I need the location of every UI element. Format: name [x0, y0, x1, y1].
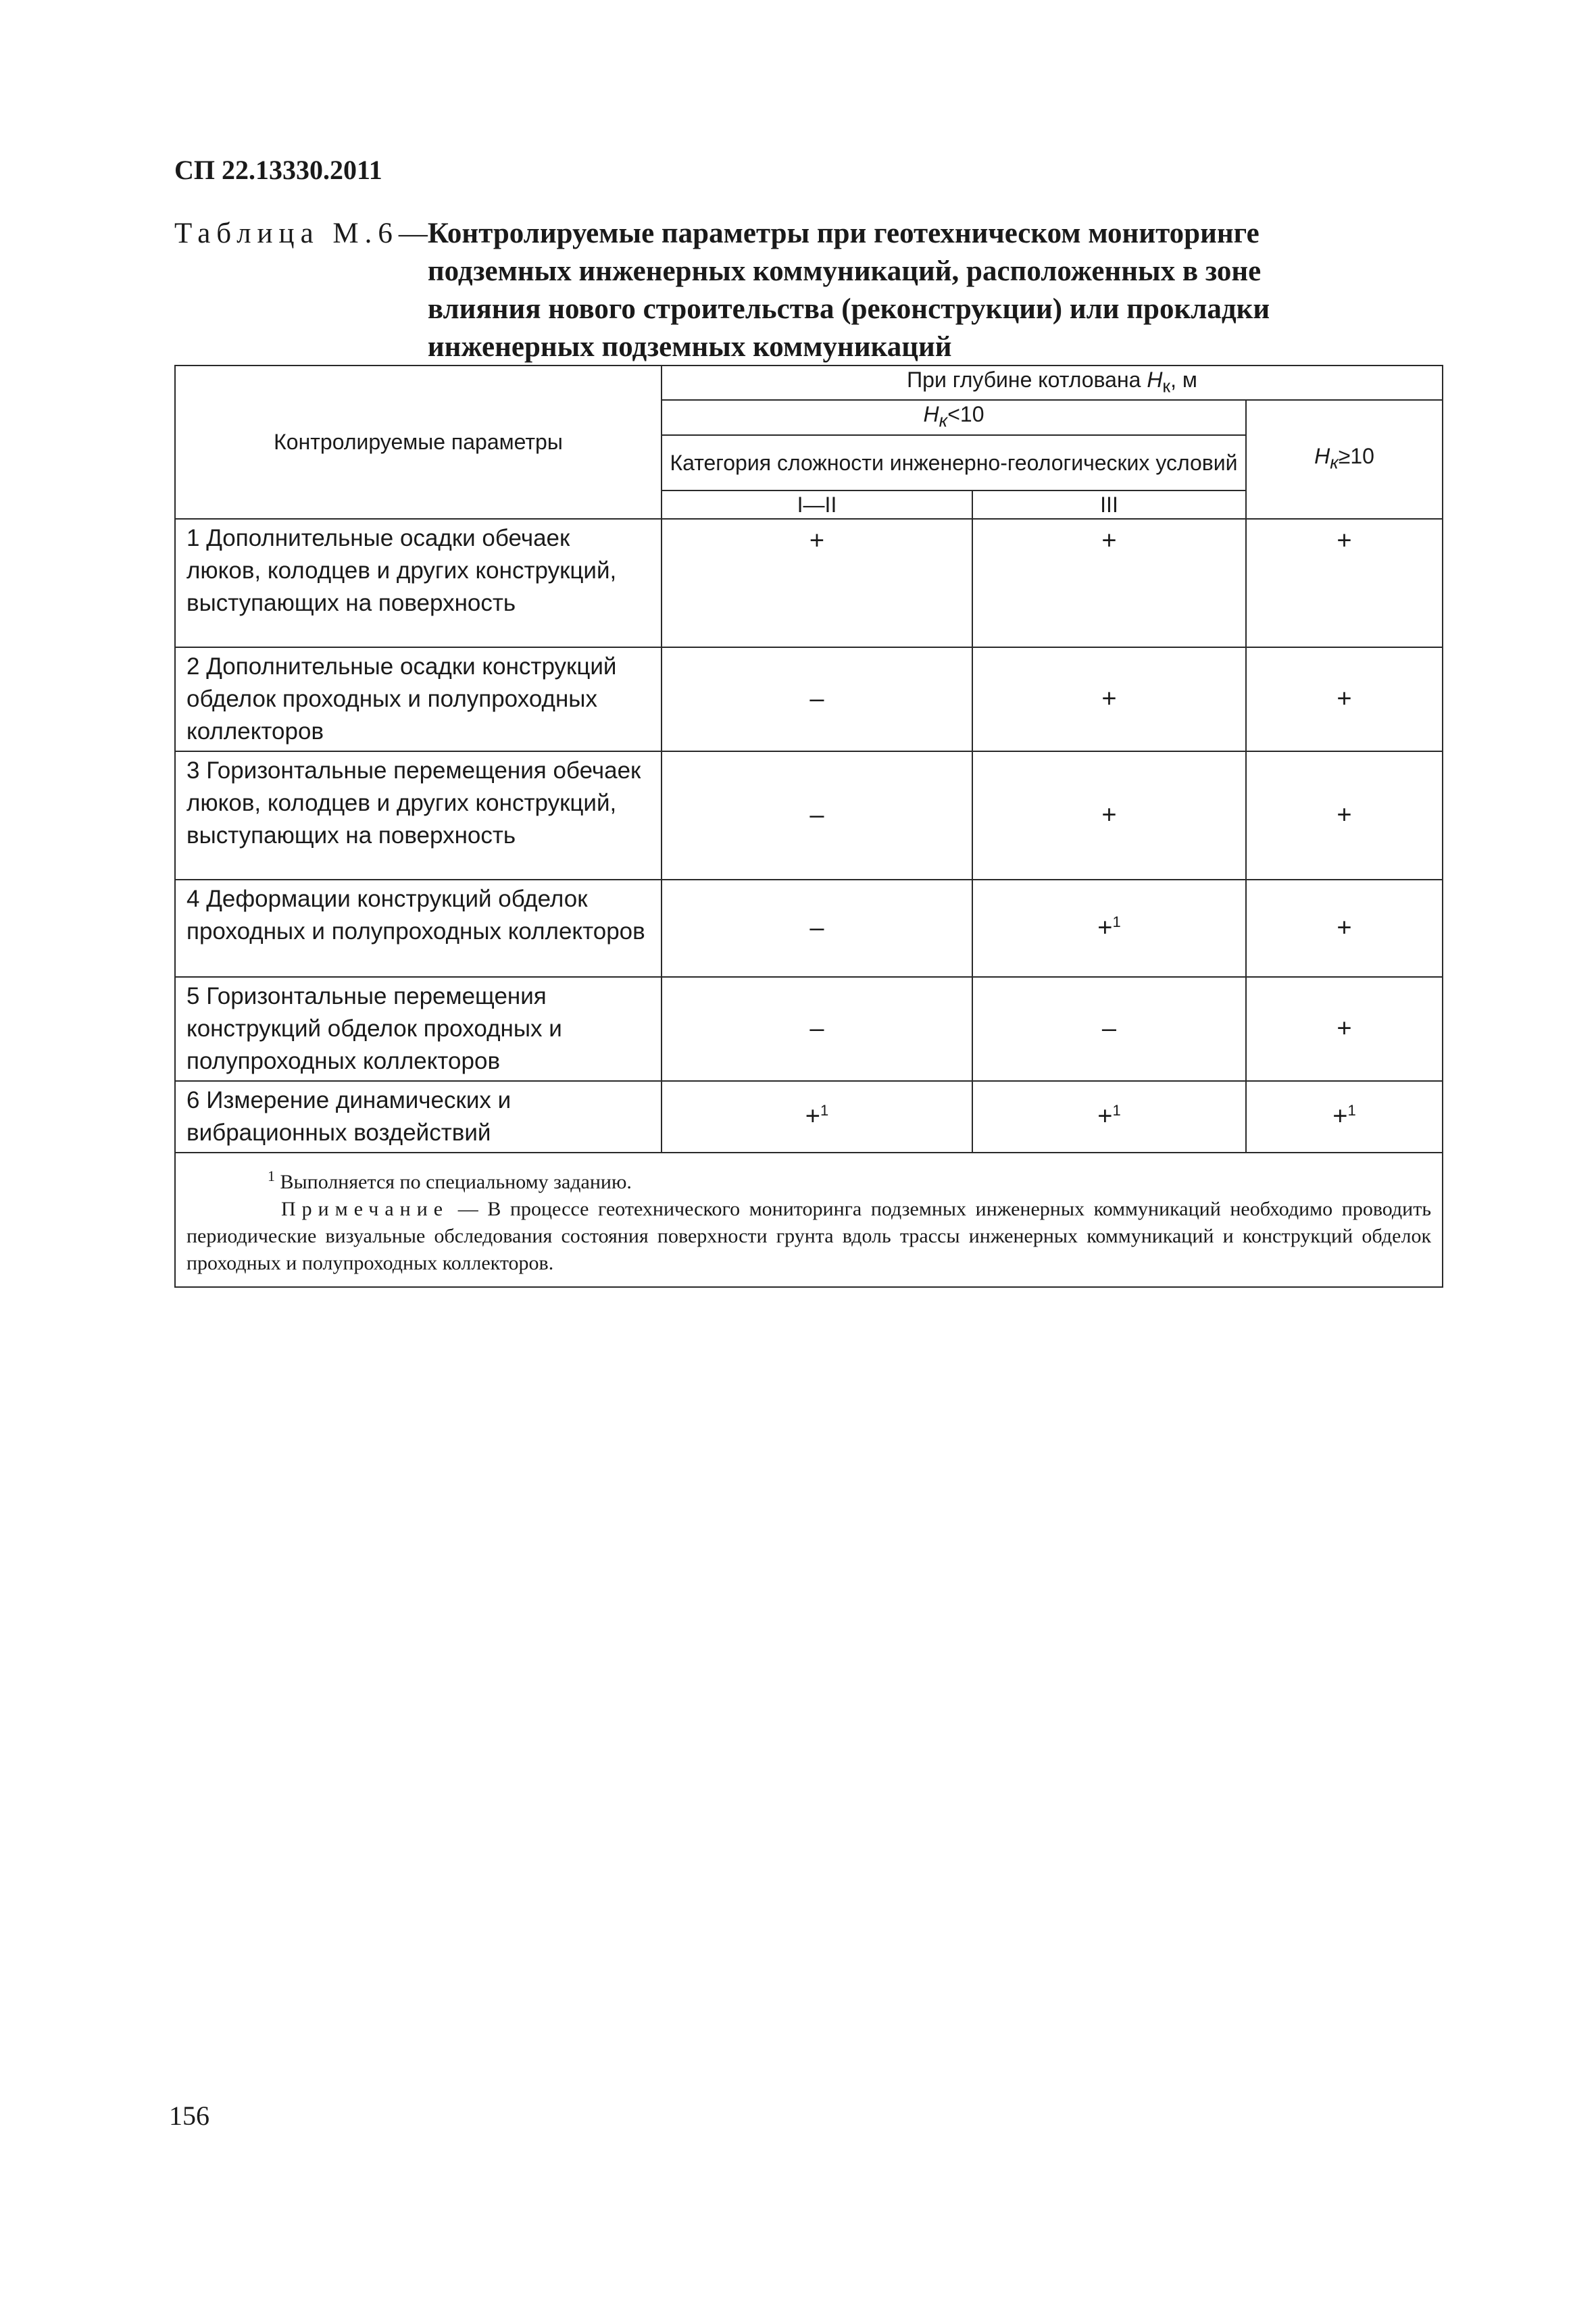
cell-category-1-2: –	[662, 647, 972, 751]
header-complexity-category: Категория сложности инженерно-геологических условий	[662, 435, 1246, 491]
table-caption	[174, 215, 1458, 366]
table-caption-label: Таблица М.6—	[174, 218, 428, 249]
row-parameter: 5 Горизонтальные перемещения конструкций обделок проходных и полупроходных коллекторов	[175, 977, 662, 1081]
cell-hk-ge-10: +	[1246, 977, 1443, 1081]
row-parameter: 4 Деформации конструкций обделок проходных и полупроходных коллекторов	[175, 880, 662, 977]
table-row	[175, 880, 1443, 977]
cell-category-3: +$^1$	[972, 880, 1246, 977]
cell-hk-ge-10: +	[1246, 519, 1443, 647]
parameters-table	[174, 365, 1443, 1288]
table-note: Примечание — В процессе геотехнического мониторинга подземных инженерных коммуникаций необходимо проводить периодические визуальные обследования состояния поверхности грунта вдоль трассы инженерных коммуникаций и конструкций обделок проходных и полупроходных коллекторов.	[186, 1197, 1432, 1274]
cell-category-1-2: –	[662, 880, 972, 977]
cell-hk-ge-10: +	[1246, 647, 1443, 751]
header-hk-less-10: $H_к<10$	[662, 400, 1246, 434]
cell-hk-ge-10: +	[1246, 880, 1443, 977]
table-row	[175, 751, 1443, 880]
header-category-3: III	[972, 491, 1246, 519]
cell-hk-ge-10: +	[1246, 751, 1443, 880]
cell-category-3: +	[972, 519, 1246, 647]
row-parameter: 1 Дополнительные осадки обечаек люков, колодцев и других конструкций, выступающих на поверхность	[175, 519, 662, 647]
header-hk-ge-10: $H_к\ge 10$	[1246, 400, 1443, 518]
cell-category-1-2: –	[662, 751, 972, 880]
footnote: $^1$ Выполняется по специальному заданию.	[268, 1167, 632, 1193]
document-code: СП 22.13330.2011	[174, 155, 382, 185]
cell-category-1-2: +	[662, 519, 972, 647]
cell-category-3: +	[972, 751, 1246, 880]
row-parameter: 3 Горизонтальные перемещения обечаек люков, колодцев и других конструкций, выступающих на поверхность	[175, 751, 662, 880]
cell-category-1-2: +$^1$	[662, 1081, 972, 1153]
cell-category-3: +	[972, 647, 1246, 751]
cell-hk-ge-10: +$^1$	[1246, 1081, 1443, 1153]
header-excavation-depth: При глубине котлована $H_к$, м	[662, 366, 1443, 400]
table-row	[175, 647, 1443, 751]
cell-category-3: +$^1$	[972, 1081, 1246, 1153]
cell-category-3: –	[972, 977, 1246, 1081]
row-parameter: 6 Измерение динамических и вибрационных воздействий	[175, 1081, 662, 1153]
table-row	[175, 519, 1443, 647]
table-row	[175, 1081, 1443, 1153]
table-caption-title: Контролируемые параметры при геотехническом мониторинге подземных инженерных коммуникаций, расположенных в зоне влияния нового строительства (реконструкции) или прокладки инженерных подземных коммуникаций	[427, 218, 1270, 363]
row-parameter: 2 Дополнительные осадки конструкций обделок проходных и полупроходных коллекторов	[175, 647, 662, 751]
table-row	[175, 977, 1443, 1081]
notes-row	[175, 1153, 1443, 1287]
header-controlled-parameters: Контролируемые параметры	[175, 366, 662, 519]
header-category-1-2: I—II	[662, 491, 972, 519]
notes-cell	[175, 1153, 1443, 1287]
cell-category-1-2: –	[662, 977, 972, 1081]
page-number: 156	[169, 2101, 209, 2131]
